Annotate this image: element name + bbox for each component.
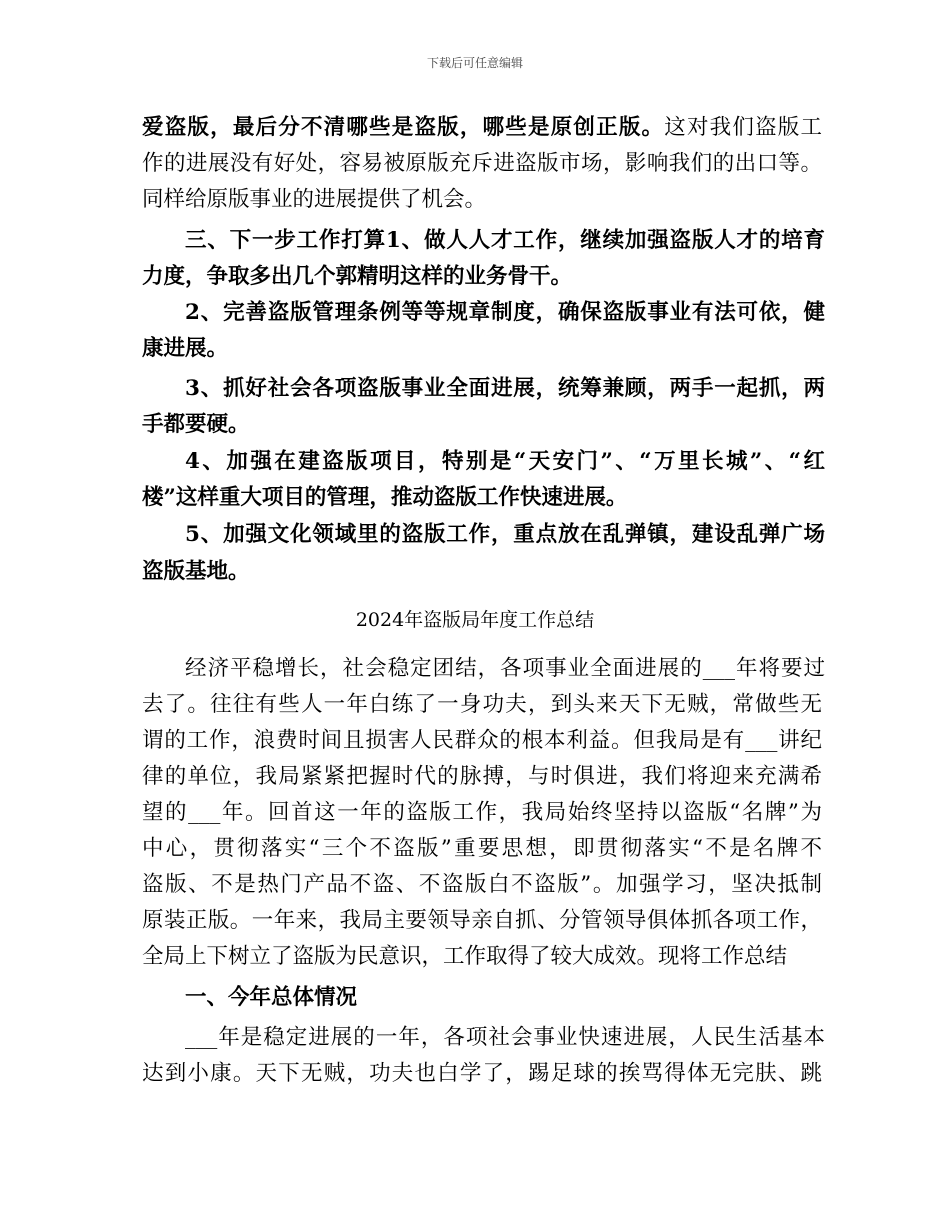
body-line: 全局上下树立了盗版为民意识，工作取得了较大成效。现将工作总结 — [142, 944, 788, 969]
body-line: 望的___年。回首这一年的盗版工作，我局始终坚持以盗版“名牌”为 — [142, 800, 822, 825]
section-heading: 一、今年总体情况 — [185, 985, 358, 1010]
document-title: 2024年盗版局年度工作总结 — [355, 609, 595, 631]
body-line: 谓的工作，浪费时间且损害人民群众的根本利益。但我局是有___讲纪 — [142, 728, 822, 753]
body-line: 作的进展没有好处，容易被原版充斥进盗版市场，影响我们的出口等。 — [142, 151, 822, 176]
body-line: 盗版、不是热门产品不盗、不盗版白不盗版”。加强学习，坚决抵制 — [142, 872, 822, 897]
body-line: 中心，贯彻落实“三个不盗版”重要思想，即贯彻落实“不是名牌不 — [142, 836, 822, 861]
body-line: 原装正版。一年来，我局主要领导亲自抓、分管领导俱体抓各项工作， — [142, 908, 822, 933]
plan-item-1-line-2: 力度，争取多出几个郭精明这样的业务骨干。 — [142, 264, 573, 289]
plan-item-3-line-2: 手都要硬。 — [142, 412, 250, 437]
plan-item-2-line-2: 康进展。 — [142, 336, 229, 361]
body-text: 这对我们盗版工 — [664, 115, 822, 140]
plan-item-5-line-2: 盗版基地。 — [142, 559, 250, 584]
plan-item-4-line-2: 楼”这样重大项目的管理，推动盗版工作快速进展。 — [142, 485, 628, 510]
body-line: 同样给原版事业的进展提供了机会。 — [142, 187, 487, 212]
plan-item-3-line-1: 3、抓好社会各项盗版事业全面进展，统筹兼顾，两手一起抓，两 — [185, 376, 825, 401]
bold-text: 爱盗版，最后分不清哪些是盗版，哪些是原创正版。 — [142, 115, 665, 140]
body-line: 达到小康。天下无贼，功夫也白学了，踢足球的挨骂得体无完肤、跳 — [142, 1061, 822, 1086]
plan-item-1-line-1: 三、下一步工作打算1、做人人才工作，继续加强盗版人才的培育 — [185, 228, 825, 253]
body-line: 律的单位，我局紧紧把握时代的脉搏，与时俱进，我们将迎来充满希 — [142, 764, 822, 789]
body-line — [142, 115, 822, 141]
body-line: ___年是稳定进展的一年，各项社会事业快速进展，人民生活基本 — [185, 1025, 825, 1050]
plan-item-4-line-1: 4、加强在建盗版项目，特别是“天安门”、“万里长城”、“红 — [185, 449, 825, 474]
body-line: 去了。往往有些人一年白练了一身功夫，到头来天下无贼，常做些无 — [142, 692, 822, 717]
plan-item-2-line-1: 2、完善盗版管理条例等等规章制度，确保盗版事业有法可依，健 — [185, 300, 825, 325]
page-header: 下载后可任意编辑 — [426, 56, 523, 70]
plan-item-5-line-1: 5、加强文化领域里的盗版工作，重点放在乱弹镇，建设乱弹广场 — [185, 522, 825, 547]
body-line: 经济平稳增长，社会稳定团结，各项事业全面进展的___年将要过 — [185, 656, 825, 681]
